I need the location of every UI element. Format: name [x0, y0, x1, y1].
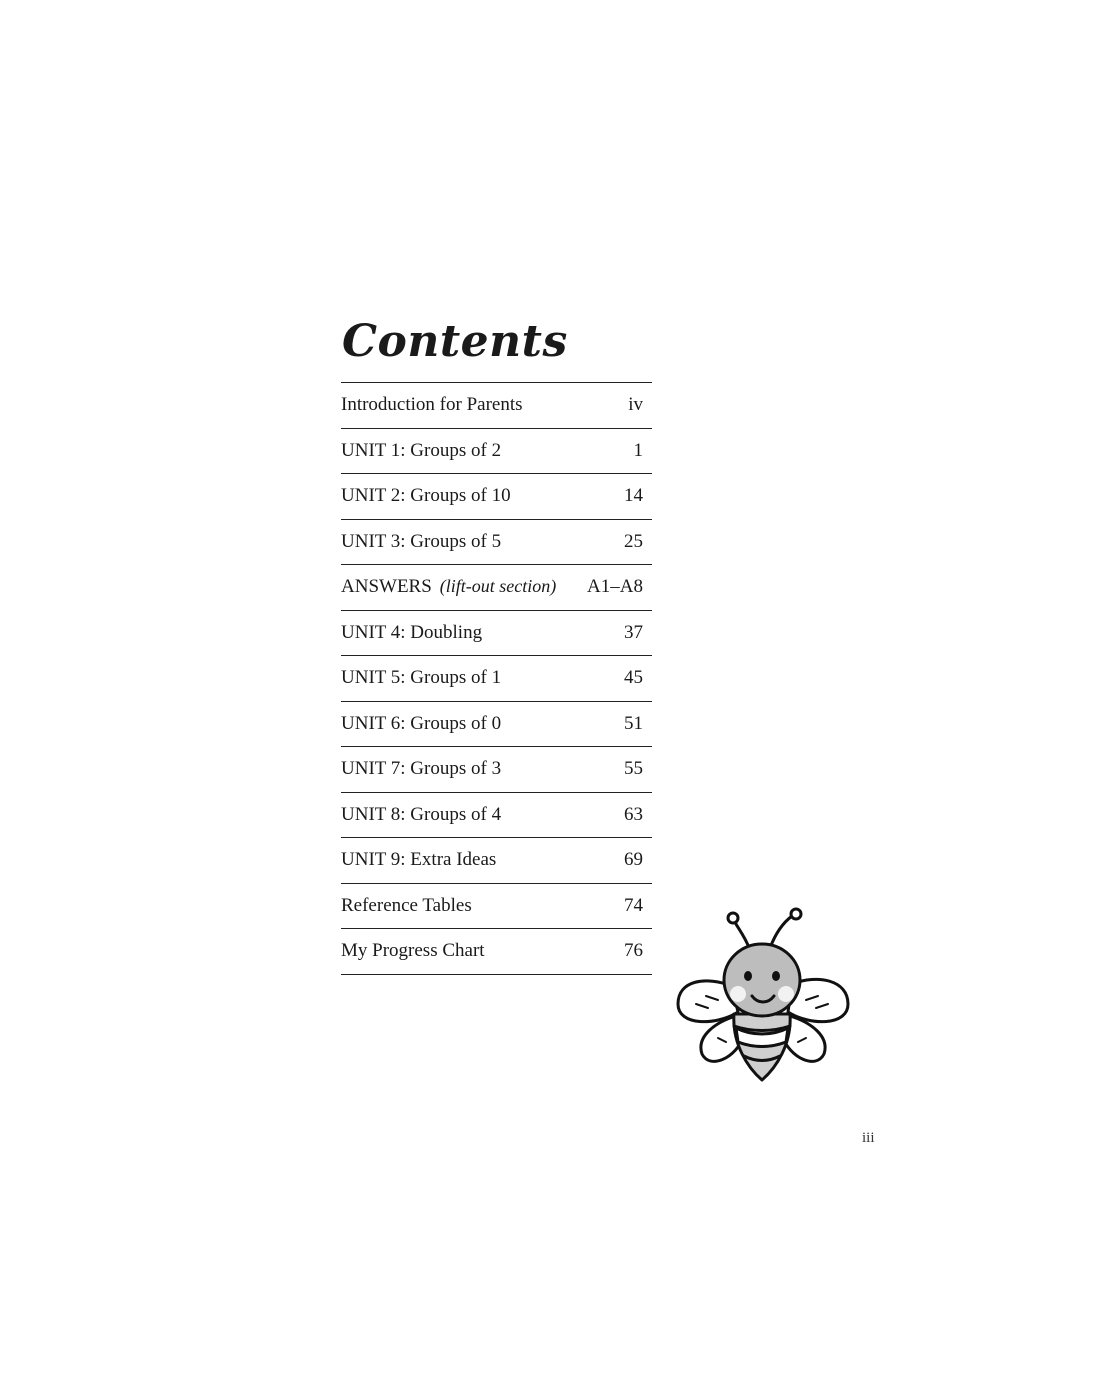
- toc-entry-page: 51: [624, 712, 643, 734]
- toc-entry-title: [341, 758, 501, 780]
- toc-entry-title: [341, 576, 556, 598]
- toc-row: [341, 793, 652, 839]
- toc-entry-title: [341, 713, 501, 735]
- toc-row: [341, 702, 652, 748]
- toc-entry-title: [341, 895, 472, 917]
- toc-entry-label: UNIT 3: Groups of 5: [341, 530, 502, 552]
- toc-entry-note: (lift-out section): [439, 576, 557, 597]
- toc-entry-page: 63: [624, 803, 643, 825]
- toc-row: [341, 383, 652, 429]
- toc-row: [341, 884, 652, 930]
- toc-entry-page: 1: [633, 439, 643, 461]
- toc-entry-title: [341, 485, 511, 507]
- toc-entry-title: [341, 940, 485, 962]
- toc-entry-page: iv: [628, 394, 643, 416]
- toc-entry-page: A1–A8: [587, 576, 643, 598]
- toc-entry-label: UNIT 9: Extra Ideas: [341, 849, 497, 871]
- toc-row: [341, 747, 652, 793]
- toc-entry-label: UNIT 4: Doubling: [341, 621, 483, 643]
- toc-row: [341, 929, 652, 975]
- toc-row: [341, 838, 652, 884]
- toc-row: [341, 520, 652, 566]
- toc-entry-label: UNIT 7: Groups of 3: [341, 758, 502, 780]
- toc-entry-title: [341, 394, 523, 416]
- toc-entry-page: 69: [624, 849, 643, 871]
- toc-entry-label: Reference Tables: [341, 894, 472, 916]
- table-of-contents: [341, 382, 652, 975]
- toc-entry-title: [341, 440, 501, 462]
- toc-entry-label: My Progress Chart: [341, 940, 485, 962]
- toc-entry-title: [341, 849, 496, 871]
- page-number: iii: [862, 1130, 875, 1146]
- bee-icon: [672, 904, 854, 1086]
- toc-row: [341, 474, 652, 520]
- toc-entry-label: Introduction for Parents: [341, 394, 523, 416]
- toc-row: [341, 656, 652, 702]
- toc-entry-label: UNIT 1: Groups of 2: [341, 439, 502, 461]
- toc-row: [341, 429, 652, 475]
- toc-entry-page: 76: [624, 940, 643, 962]
- toc-entry-title: [341, 804, 501, 826]
- toc-entry-page: 25: [624, 530, 643, 552]
- toc-entry-page: 14: [624, 485, 643, 507]
- toc-row: [341, 611, 652, 657]
- page-title: Contents: [342, 316, 568, 367]
- toc-entry-label: UNIT 8: Groups of 4: [341, 803, 502, 825]
- toc-entry-title: [341, 531, 501, 553]
- toc-entry-label: UNIT 6: Groups of 0: [341, 712, 502, 734]
- toc-entry-label: UNIT 2: Groups of 10: [341, 485, 511, 507]
- toc-entry-label: UNIT 5: Groups of 1: [341, 667, 502, 689]
- toc-entry-page: 45: [624, 667, 643, 689]
- toc-entry-page: 74: [624, 894, 643, 916]
- toc-entry-page: 55: [624, 758, 643, 780]
- toc-row: [341, 565, 652, 611]
- toc-entry-title: [341, 622, 482, 644]
- toc-entry-page: 37: [624, 621, 643, 643]
- toc-entry-label: ANSWERS: [341, 576, 432, 598]
- toc-entry-title: [341, 667, 501, 689]
